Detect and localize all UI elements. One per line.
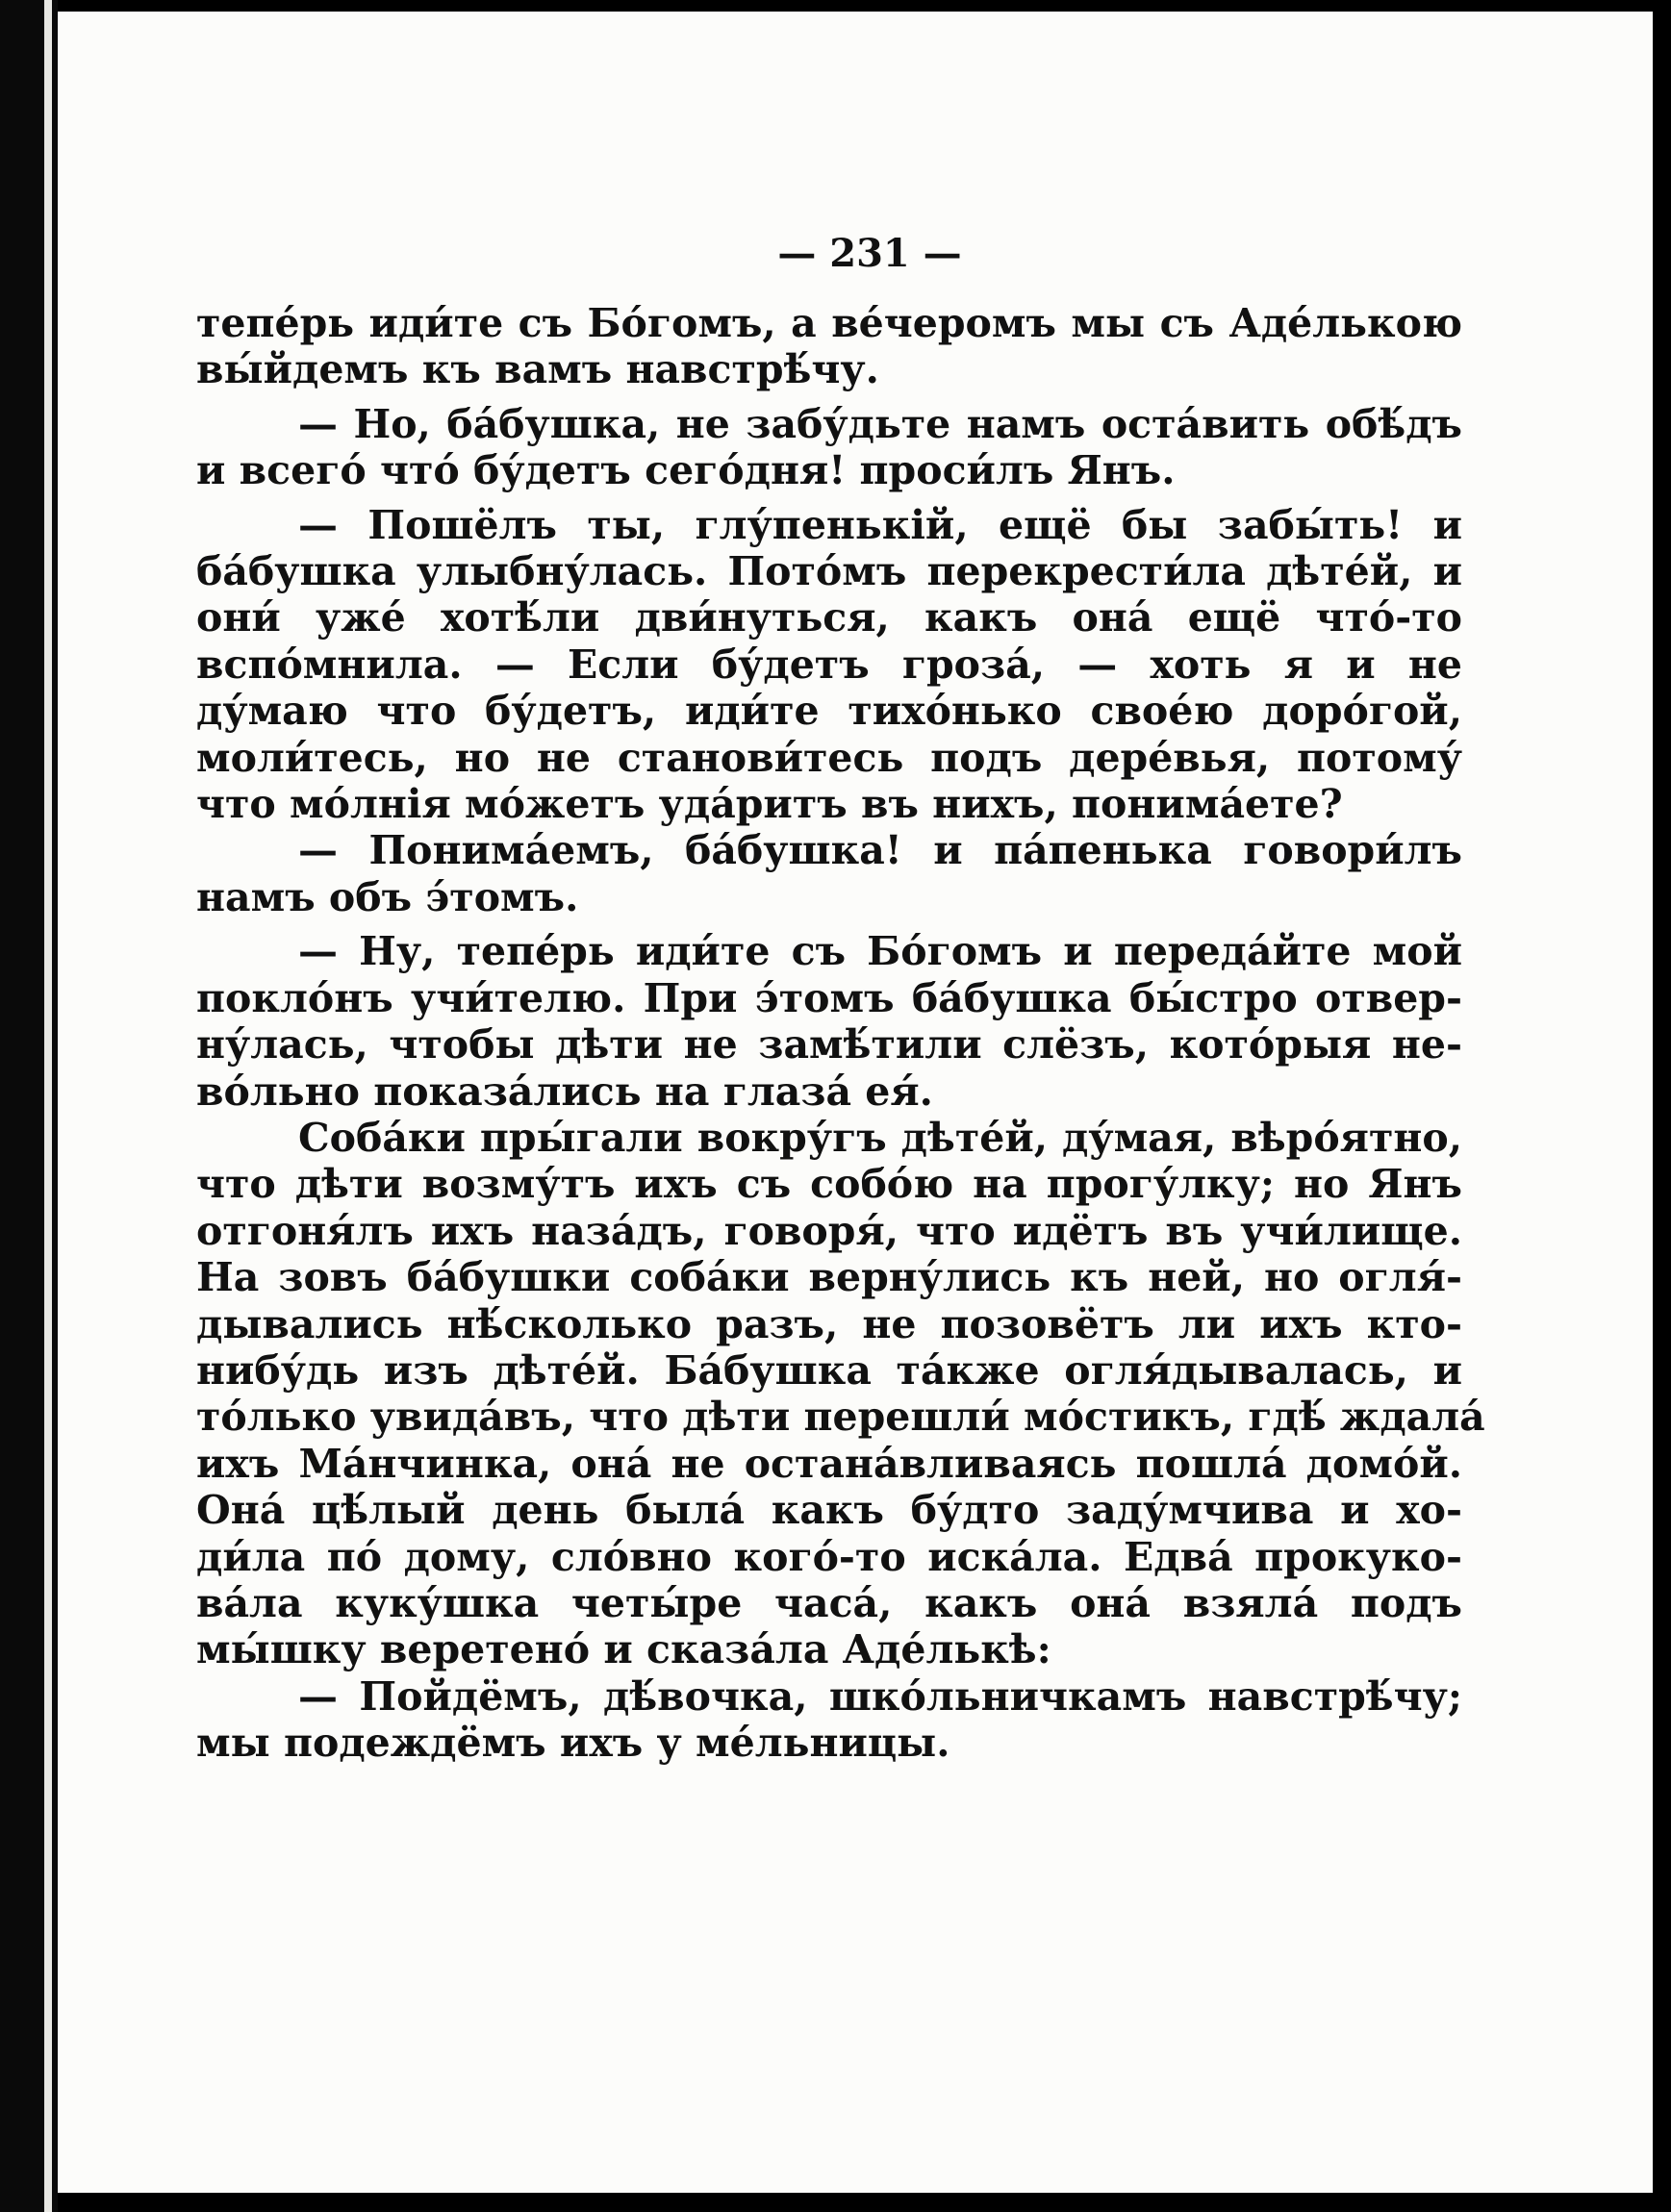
paragraph <box>196 1673 1462 1767</box>
scan-left-edge <box>0 0 58 2212</box>
paragraph <box>196 502 1462 828</box>
book-page <box>58 12 1653 2193</box>
text-line: ба́бушка улыбну́лась. Пото́мъ перекрести́ла дѣте́й, и <box>196 548 1462 595</box>
text-line: — Понима́емъ, ба́бушка! и па́пенька говори́лъ <box>298 827 1462 874</box>
text-line: ва́ла куку́шка четы́ре часа́, какъ она́ взяла́ подъ <box>196 1579 1462 1626</box>
text-line: мы́шку веретено́ и сказа́ла Аде́лькѣ: <box>196 1626 1051 1673</box>
text-line: во́льно показа́лись на глаза́ ея́. <box>196 1068 933 1115</box>
text-line: На зовъ ба́бушки соба́ки верну́лись къ ней, но огля́- <box>196 1254 1462 1301</box>
text-line: дывались нѣ́сколько разъ, не позовётъ ли ихъ кто- <box>196 1300 1462 1347</box>
text-line: Соба́ки пры́гали вокру́гъ дѣте́й, ду́мая, вѣро́ятно, <box>298 1114 1462 1161</box>
page-body <box>196 300 1485 1767</box>
text-line: тепе́рь иди́те съ Бо́гомъ, а ве́черомъ мы съ Аде́лькою <box>196 300 1462 346</box>
text-line: ду́маю что бу́детъ, иди́те тихо́нько свое́ю доро́гой, <box>196 688 1462 735</box>
text-line: моли́тесь, но не станови́тесь подъ дере́вья, потому́ <box>196 734 1462 781</box>
text-line: что мо́лнія мо́жетъ уда́ритъ въ нихъ, понима́ете? <box>196 781 1343 828</box>
paragraph-gap <box>196 393 1462 401</box>
paragraph <box>196 928 1462 1115</box>
text-line: покло́нъ учи́телю. При э́томъ ба́бушка бы́стро отвер- <box>196 974 1462 1021</box>
text-line: ну́лась, чтобы дѣти не замѣ́тили слёзъ, кото́рыя не- <box>196 1021 1462 1068</box>
text-line: и всего́ что́ бу́детъ сего́дня! проси́лъ Янъ. <box>196 447 1176 494</box>
text-line: вспо́мнила. — Если бу́детъ гроза́, — хоть я и не <box>196 641 1462 688</box>
text-line: вы́йдемъ къ вамъ навстрѣ́чу. <box>196 346 879 393</box>
text-line: — Пошёлъ ты, глу́пенькій, ещё бы забы́ть! и <box>298 501 1462 548</box>
text-line: что дѣти возму́тъ ихъ съ собо́ю на прогу́лку; но Янъ <box>196 1161 1462 1208</box>
page-number: — 231 — <box>777 231 962 276</box>
paragraph <box>196 300 1462 393</box>
text-line: — Пойдёмъ, дѣ́вочка, шко́льничкамъ навстрѣ́чу; <box>298 1672 1462 1720</box>
paragraph-gap <box>196 920 1462 928</box>
text-line: нибу́дь изъ дѣте́й. Ба́бушка та́кже огля́дывалась, и <box>196 1346 1462 1394</box>
text-line: ди́ла по́ дому, сло́вно кого́-то иска́ла. Едва́ прокуко- <box>196 1533 1462 1580</box>
paragraph-gap <box>196 494 1462 502</box>
paragraph <box>196 401 1462 494</box>
text-line: мы подеждёмъ ихъ у ме́льницы. <box>196 1720 950 1767</box>
text-line: они́ уже́ хотѣ́ли дви́нуться, какъ она́ ещё что́-то <box>196 594 1462 641</box>
text-line: — Ну, тепе́рь иди́те съ Бо́гомъ и переда́йте мой <box>298 928 1462 975</box>
text-line: ихъ Ма́нчинка, она́ не остана́вливаясь пошла́ домо́й. <box>196 1440 1462 1487</box>
text-line: намъ объ э́томъ. <box>196 873 579 920</box>
paragraph <box>196 1114 1485 1673</box>
text-line: Она́ цѣ́лый день была́ какъ бу́дто заду́мчива и хо- <box>196 1487 1462 1534</box>
paragraph <box>196 827 1462 920</box>
text-line: то́лько увида́въ, что дѣти перешли́ мо́стикъ, гдѣ́ ждала́ <box>196 1394 1485 1441</box>
text-line: — Но, ба́бушка, не забу́дьте намъ оста́вить обѣ́дъ <box>298 400 1462 447</box>
text-line: отгоня́лъ ихъ наза́дъ, говоря́, что идётъ въ учи́лище. <box>196 1207 1462 1254</box>
